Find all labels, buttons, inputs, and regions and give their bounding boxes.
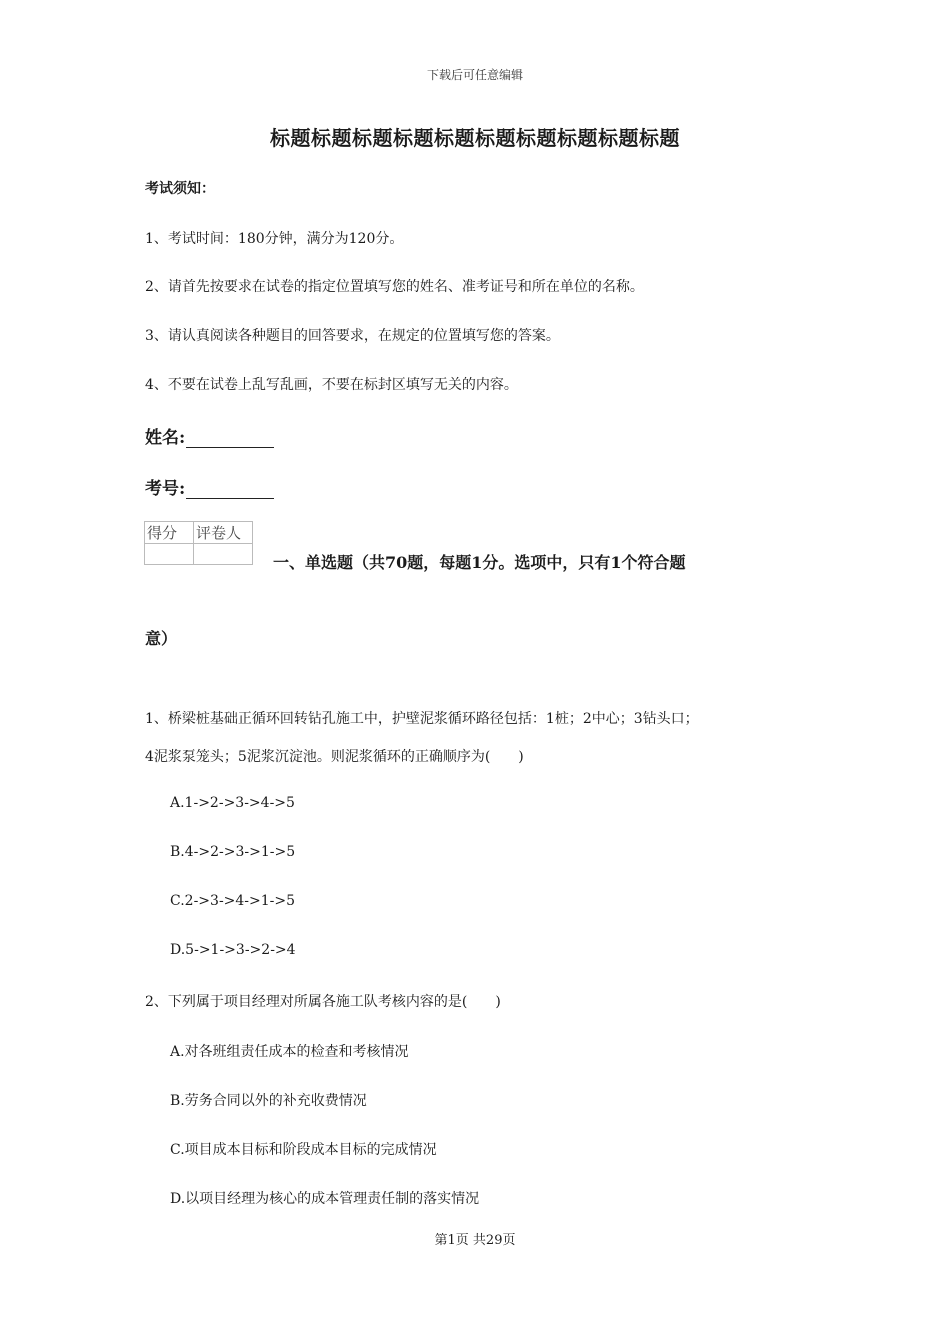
exam-id-blank-line bbox=[186, 480, 274, 499]
score-table bbox=[144, 521, 253, 565]
question-2-option-b: B.劳务合同以外的补充收费情况 bbox=[170, 1093, 367, 1109]
notice-item: 1、考试时间：180分钟，满分为120分。 bbox=[145, 231, 404, 247]
question-1-option-a: A.1->2->3->4->5 bbox=[170, 795, 295, 811]
notice-item: 3、请认真阅读各种题目的回答要求，在规定的位置填写您的答案。 bbox=[145, 328, 560, 344]
header-note: 下载后可任意编辑 bbox=[426, 68, 523, 82]
question-1-text: 1、桥梁桩基础正循环回转钻孔施工中，护壁泥浆循环路径包括：1桩；2中心；3钻头口； bbox=[145, 711, 699, 727]
question-2-text: 2、下列属于项目经理对所属各施工队考核内容的是( ) bbox=[145, 994, 501, 1010]
name-blank-line bbox=[186, 429, 274, 448]
document-title: 标题标题标题标题标题标题标题标题标题标题 bbox=[270, 126, 680, 150]
exam-id-label: 考号: bbox=[145, 479, 186, 499]
question-1-option-d: D.5->1->3->2->4 bbox=[170, 942, 296, 958]
section-title: 一、单选题（共70题，每题1分。选项中，只有1个符合题 bbox=[273, 553, 686, 572]
grader-header: 评卷人 bbox=[194, 522, 253, 544]
section-title-continued: 意） bbox=[145, 629, 178, 648]
question-1-option-b: B.4->2->3->1->5 bbox=[170, 844, 296, 860]
page-number: 第1页 共29页 bbox=[434, 1233, 516, 1248]
question-2-option-a: A.对各班组责任成本的检查和考核情况 bbox=[170, 1044, 409, 1060]
grader-cell bbox=[194, 544, 253, 565]
score-cell bbox=[145, 544, 194, 565]
notice-item: 4、不要在试卷上乱写乱画，不要在标封区填写无关的内容。 bbox=[145, 377, 518, 393]
question-1-option-c: C.2->3->4->1->5 bbox=[170, 893, 296, 909]
notice-item: 2、请首先按要求在试卷的指定位置填写您的姓名、准考证号和所在单位的名称。 bbox=[145, 279, 644, 295]
notice-heading: 考试须知： bbox=[145, 181, 215, 197]
exam-id-field bbox=[145, 474, 274, 499]
question-1-text-cont: 4泥浆泵笼头；5泥浆沉淀池。则泥浆循环的正确顺序为( ) bbox=[145, 749, 524, 765]
score-header: 得分 bbox=[145, 522, 194, 544]
name-label: 姓名: bbox=[145, 428, 186, 448]
question-2-option-d: D.以项目经理为核心的成本管理责任制的落实情况 bbox=[170, 1191, 480, 1207]
question-2-option-c: C.项目成本目标和阶段成本目标的完成情况 bbox=[170, 1142, 437, 1158]
name-field bbox=[145, 423, 274, 448]
